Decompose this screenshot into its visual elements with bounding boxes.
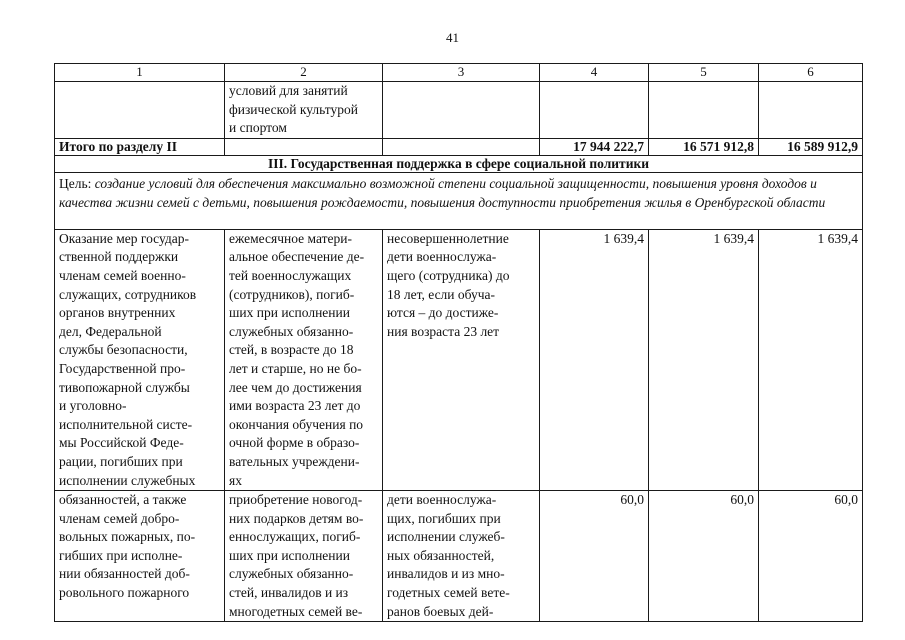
- measure-description-part1: Оказание мер государ- ственной поддержки членам семей военно- служащих, сотрудников органов внутренних дел, Федеральной службы безопасности, Государственной про- тивопожарной службы и уголовно- исполнительной систе- мы Российской Феде- рации, погибших при исполнении служебных: [55, 229, 225, 490]
- measure-description-part2: обязанностей, а также членам семей добро- вольных пожарных, по- гибших при исполне- нии обязанностей доб- ровольного пожарного: [55, 491, 225, 622]
- row1-value-col6: 1 639,4: [759, 229, 863, 490]
- column-header-1: 1: [55, 64, 225, 82]
- continuation-col3: [383, 82, 540, 139]
- row1-col3: несовершеннолетние дети военнослужа- щего (сотрудника) до 18 лет, если обуча- ются – до достиже- ния возраста 23 лет: [383, 229, 540, 490]
- continuation-col5: [649, 82, 759, 139]
- column-number-header-row: [55, 64, 863, 82]
- continuation-col2: условий для занятий физической культурой и спортом: [225, 82, 383, 139]
- total-value-col5: 16 571 912,8: [649, 138, 759, 155]
- budget-table: [54, 63, 863, 622]
- row2-value-col6: 60,0: [759, 491, 863, 622]
- row1-value-col5: 1 639,4: [649, 229, 759, 490]
- total-col3: [383, 138, 540, 155]
- section-header-row: [55, 155, 863, 172]
- continuation-col4: [540, 82, 649, 139]
- row2-value-col5: 60,0: [649, 491, 759, 622]
- continuation-row: [55, 82, 863, 139]
- total-value-col6: 16 589 912,9: [759, 138, 863, 155]
- section-total-row: [55, 138, 863, 155]
- section-title: III. Государственная поддержка в сфере социальной политики: [55, 155, 863, 172]
- goal-label: Цель:: [59, 175, 92, 191]
- column-header-3: 3: [383, 64, 540, 82]
- goal-row: [55, 172, 863, 229]
- page-number: 41: [446, 30, 459, 45]
- continuation-col1: [55, 82, 225, 139]
- measure-row-1: [55, 229, 863, 490]
- row2-value-col4: 60,0: [540, 491, 649, 622]
- continuation-col6: [759, 82, 863, 139]
- column-header-4: 4: [540, 64, 649, 82]
- row1-value-col4: 1 639,4: [540, 229, 649, 490]
- column-header-6: 6: [759, 64, 863, 82]
- measure-row-2: [55, 491, 863, 622]
- column-header-2: 2: [225, 64, 383, 82]
- row1-col2: ежемесячное матери- альное обеспечение де- тей военнослужащих (сотрудников), погиб- ших при исполнении служебных обязанно- стей, в возрасте до 18 лет и старше, но не бо- лее чем до достижения ими возраста 23 лет до окончания обучения по очной форме в образо- вательных учреждени- ях: [225, 229, 383, 490]
- goal-cell: [55, 172, 863, 229]
- total-col2: [225, 138, 383, 155]
- column-header-5: 5: [649, 64, 759, 82]
- total-value-col4: 17 944 222,7: [540, 138, 649, 155]
- row2-col2: приобретение новогод- них подарков детям во- еннослужащих, погиб- ших при исполнении служебных обязанно- стей, инвалидов и из многодетных семей ве-: [225, 491, 383, 622]
- row2-col3: дети военнослужа- щих, погибших при исполнении служеб- ных обязанностей, инвалидов и из мно- годетных семей вете- ранов боевых дей-: [383, 491, 540, 622]
- total-label: Итого по разделу II: [55, 138, 225, 155]
- goal-text: создание условий для обеспечения максимально возможной степени социальной защищенности, повышения уровня доходов и качества жизни семей с детьми, повышения рождаемости, повышения доступности приобретения жилья в Оренбургской области: [59, 175, 826, 210]
